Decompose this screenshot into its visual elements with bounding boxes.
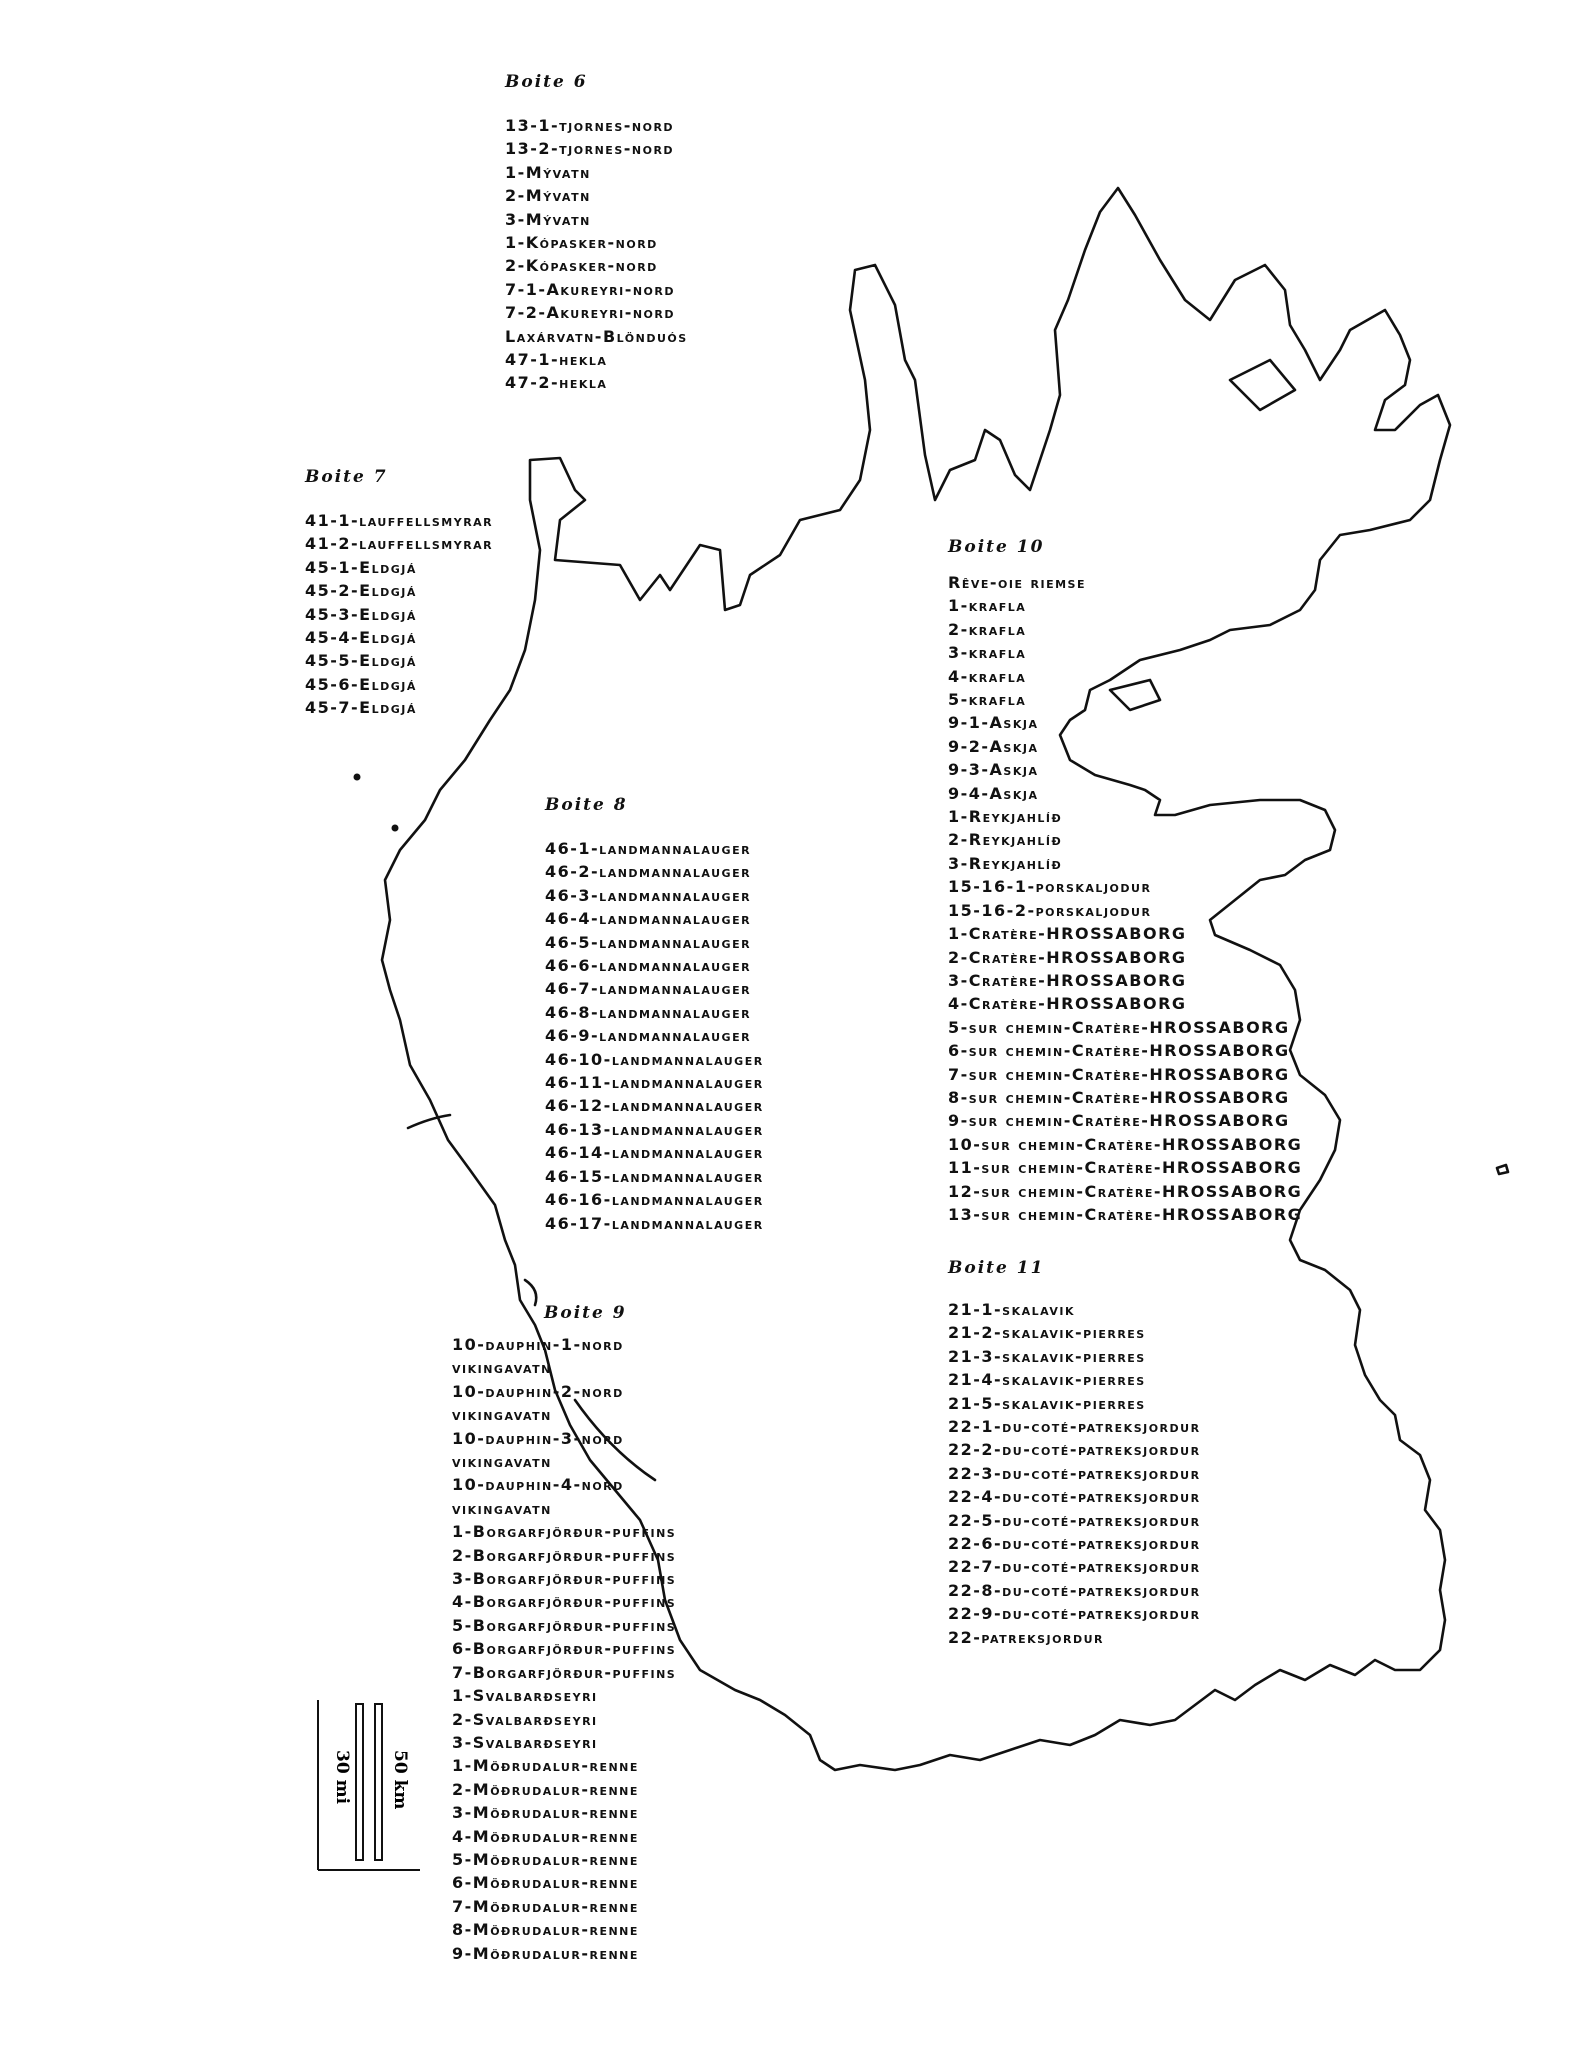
sample-label: 9-1-Askja bbox=[948, 713, 1039, 733]
boite-9-list bbox=[452, 1333, 676, 1965]
sample-label: 5-sur chemin-Cratère-HROSSABORG bbox=[948, 1017, 1290, 1037]
sample-label: 9-Möðrudalur-renne bbox=[452, 1943, 639, 1963]
sample-label: 22-7-du-coté-patreksjordur bbox=[948, 1557, 1201, 1577]
bay-inlet bbox=[408, 1115, 450, 1128]
sample-label: Laxárvatn-Blönduós bbox=[505, 326, 688, 346]
sample-label: 22-6-du-coté-patreksjordur bbox=[948, 1534, 1201, 1554]
sample-label: 1-Mývatn bbox=[505, 162, 591, 182]
sample-label: 7-1-Akureyri-nord bbox=[505, 279, 676, 299]
sample-label: 21-4-skalavik-pierres bbox=[948, 1370, 1146, 1390]
sample-label: 46-6-landmannalauger bbox=[545, 956, 752, 976]
sample-label: 9-4-Askja bbox=[948, 783, 1039, 803]
boite-6-group bbox=[505, 72, 688, 395]
boite-7-list bbox=[305, 509, 493, 720]
sample-label: 6-Borgarfjörður-puffins bbox=[452, 1639, 677, 1659]
sample-label: 7-Möðrudalur-renne bbox=[452, 1896, 639, 1916]
sample-label: 21-1-skalavik bbox=[948, 1300, 1076, 1319]
sample-label: 1-Borgarfjörður-puffins bbox=[452, 1522, 677, 1542]
sample-label: 46-2-landmannalauger bbox=[545, 862, 752, 882]
sample-label: Rêve-oie riemse bbox=[948, 573, 1086, 592]
sample-label: 1-Kópasker-nord bbox=[505, 233, 658, 253]
sample-label: 13-1-tjornes-nord bbox=[505, 116, 675, 135]
sample-label: 45-5-Eldgjá bbox=[305, 651, 417, 671]
sample-label: 1-Reykjahlíð bbox=[948, 807, 1063, 827]
sample-label: 4-krafla bbox=[948, 666, 1027, 686]
sample-label: 46-1-landmannalauger bbox=[545, 839, 752, 858]
sample-label: 1-Svalbarðseyri bbox=[452, 1686, 598, 1706]
sample-label: 41-2-lauffellsmyrar bbox=[305, 534, 494, 554]
sample-label: 4-Möðrudalur-renne bbox=[452, 1826, 639, 1846]
sample-label: 46-12-landmannalauger bbox=[545, 1096, 764, 1116]
sample-label: 3-krafla bbox=[948, 643, 1027, 663]
sample-label: 4-Cratère-HROSSABORG bbox=[948, 994, 1187, 1014]
sample-label: 22-9-du-coté-patreksjordur bbox=[948, 1604, 1201, 1624]
sample-label: 45-2-Eldgjá bbox=[305, 581, 417, 601]
sample-label: 13-2-tjornes-nord bbox=[505, 139, 675, 159]
sample-label: 2-Cratère-HROSSABORG bbox=[948, 947, 1187, 967]
sample-label: vikingavatn bbox=[452, 1405, 552, 1425]
sample-label: 22-patreksjordur bbox=[948, 1627, 1104, 1647]
sample-label: 3-Cratère-HROSSABORG bbox=[948, 970, 1187, 990]
sample-label: 21-5-skalavik-pierres bbox=[948, 1393, 1146, 1413]
sample-label: 47-1-hekla bbox=[505, 350, 608, 370]
lake-outline-2 bbox=[1230, 360, 1295, 410]
island-dot-1 bbox=[354, 774, 361, 781]
sample-label: 45-7-Eldgjá bbox=[305, 698, 417, 718]
sample-label: 9-2-Askja bbox=[948, 736, 1039, 756]
sample-label: 46-13-landmannalauger bbox=[545, 1119, 764, 1139]
boite-9-group bbox=[452, 1303, 676, 1965]
sample-label: 5-krafla bbox=[948, 690, 1027, 710]
sample-label: vikingavatn bbox=[452, 1358, 552, 1378]
sample-label: 46-7-landmannalauger bbox=[545, 979, 752, 999]
sample-label: 45-6-Eldgjá bbox=[305, 674, 417, 694]
sample-label: 46-3-landmannalauger bbox=[545, 885, 752, 905]
sample-label: 21-3-skalavik-pierres bbox=[948, 1346, 1146, 1366]
sample-label: 22-3-du-coté-patreksjordur bbox=[948, 1463, 1201, 1483]
sample-label: 13-sur chemin-Cratère-HROSSABORG bbox=[948, 1204, 1303, 1224]
sample-label: 11-sur chemin-Cratère-HROSSABORG bbox=[948, 1158, 1303, 1178]
sample-label: 3-Möðrudalur-renne bbox=[452, 1803, 639, 1823]
sample-label: 46-15-landmannalauger bbox=[545, 1166, 764, 1186]
sample-label: 46-14-landmannalauger bbox=[545, 1143, 764, 1163]
small-lagoon bbox=[525, 1280, 536, 1305]
sample-label: 21-2-skalavik-pierres bbox=[948, 1323, 1146, 1343]
boite-11-group bbox=[948, 1258, 1201, 1649]
boite-11-list bbox=[948, 1298, 1201, 1649]
sample-label: 22-8-du-coté-patreksjordur bbox=[948, 1580, 1201, 1600]
sample-label: 5-Möðrudalur-renne bbox=[452, 1849, 639, 1869]
boite-8-title: Boite 8 bbox=[545, 795, 628, 815]
boite-6-title: Boite 6 bbox=[505, 72, 588, 92]
sample-label: 22-1-du-coté-patreksjordur bbox=[948, 1417, 1201, 1437]
sample-label: 7-sur chemin-Cratère-HROSSABORG bbox=[948, 1064, 1290, 1084]
sample-label: 2-krafla bbox=[948, 619, 1027, 639]
sample-label: 2-Möðrudalur-renne bbox=[452, 1779, 639, 1799]
sample-label: 2-Svalbarðseyri bbox=[452, 1709, 598, 1729]
boite-10-group bbox=[948, 537, 1302, 1226]
sample-label: 8-Möðrudalur-renne bbox=[452, 1920, 639, 1940]
sample-label: 6-Möðrudalur-renne bbox=[452, 1873, 639, 1893]
sample-label: 7-Borgarfjörður-puffins bbox=[452, 1662, 677, 1682]
sample-label: 47-2-hekla bbox=[505, 373, 608, 393]
sample-label: 2-Kópasker-nord bbox=[505, 256, 658, 276]
sample-label: 6-sur chemin-Cratère-HROSSABORG bbox=[948, 1041, 1290, 1061]
boite-6-list bbox=[505, 114, 688, 395]
sample-label: 10-dauphin-4-nord bbox=[452, 1475, 624, 1495]
sample-label: 9-sur chemin-Cratère-HROSSABORG bbox=[948, 1111, 1290, 1131]
boite-10-list bbox=[948, 571, 1302, 1226]
sample-label: 46-4-landmannalauger bbox=[545, 909, 752, 929]
sample-label: 3-Mývatn bbox=[505, 209, 591, 229]
sample-label: 1-krafla bbox=[948, 596, 1027, 616]
scale-km-label: 50 km bbox=[390, 1750, 410, 1810]
sample-label: 45-4-Eldgjá bbox=[305, 628, 417, 648]
sample-label: 10-dauphin-1-nord bbox=[452, 1335, 624, 1354]
sample-label: vikingavatn bbox=[452, 1498, 552, 1518]
sample-label: 2-Reykjahlíð bbox=[948, 830, 1063, 850]
coastal-island bbox=[1497, 1165, 1508, 1174]
sample-label: 5-Borgarfjörður-puffins bbox=[452, 1615, 677, 1635]
sample-label: 9-3-Askja bbox=[948, 760, 1039, 780]
sample-label: 10-dauphin-3-nord bbox=[452, 1428, 624, 1448]
boite-9-title: Boite 9 bbox=[544, 1303, 627, 1323]
sample-label: 15-16-1-porskaljodur bbox=[948, 877, 1152, 897]
boite-11-title: Boite 11 bbox=[948, 1258, 1045, 1278]
sample-label: 46-11-landmannalauger bbox=[545, 1073, 764, 1093]
sample-label: 46-10-landmannalauger bbox=[545, 1049, 764, 1069]
sample-label: 22-5-du-coté-patreksjordur bbox=[948, 1510, 1201, 1530]
boite-7-title: Boite 7 bbox=[305, 467, 388, 487]
sample-label: 10-sur chemin-Cratère-HROSSABORG bbox=[948, 1134, 1303, 1154]
sample-label: 10-dauphin-2-nord bbox=[452, 1381, 624, 1401]
sample-label: 41-1-lauffellsmyrar bbox=[305, 511, 494, 530]
boite-7-group bbox=[305, 467, 493, 720]
sample-label: 4-Borgarfjörður-puffins bbox=[452, 1592, 677, 1612]
sample-label: 1-Cratère-HROSSABORG bbox=[948, 924, 1187, 944]
sample-label: 1-Möðrudalur-renne bbox=[452, 1756, 639, 1776]
sample-label: 15-16-2-porskaljodur bbox=[948, 900, 1152, 920]
island-dot-2 bbox=[392, 825, 399, 832]
boite-8-group bbox=[545, 795, 764, 1235]
sample-label: 12-sur chemin-Cratère-HROSSABORG bbox=[948, 1181, 1303, 1201]
sample-label: 3-Svalbarðseyri bbox=[452, 1732, 598, 1752]
sample-label: 46-16-landmannalauger bbox=[545, 1190, 764, 1210]
scale-mi-label: 30 mi bbox=[332, 1750, 352, 1805]
sample-label: 2-Borgarfjörður-puffins bbox=[452, 1545, 677, 1565]
sample-label: vikingavatn bbox=[452, 1452, 552, 1472]
sample-label: 2-Mývatn bbox=[505, 186, 591, 206]
sample-label: 22-2-du-coté-patreksjordur bbox=[948, 1440, 1201, 1460]
sample-label: 3-Reykjahlíð bbox=[948, 853, 1063, 873]
sample-label: 46-17-landmannalauger bbox=[545, 1213, 764, 1233]
sample-label: 45-1-Eldgjá bbox=[305, 557, 417, 577]
sample-label: 46-9-landmannalauger bbox=[545, 1026, 752, 1046]
sample-label: 46-5-landmannalauger bbox=[545, 932, 752, 952]
boite-8-list bbox=[545, 837, 764, 1235]
sample-label: 7-2-Akureyri-nord bbox=[505, 303, 676, 323]
scale-bar bbox=[316, 1700, 420, 1872]
boite-10-title: Boite 10 bbox=[948, 537, 1045, 557]
sample-label: 8-sur chemin-Cratère-HROSSABORG bbox=[948, 1087, 1290, 1107]
sample-label: 3-Borgarfjörður-puffins bbox=[452, 1569, 677, 1589]
sample-label: 46-8-landmannalauger bbox=[545, 1002, 752, 1022]
sample-label: 22-4-du-coté-patreksjordur bbox=[948, 1487, 1201, 1507]
sample-label: 45-3-Eldgjá bbox=[305, 604, 417, 624]
